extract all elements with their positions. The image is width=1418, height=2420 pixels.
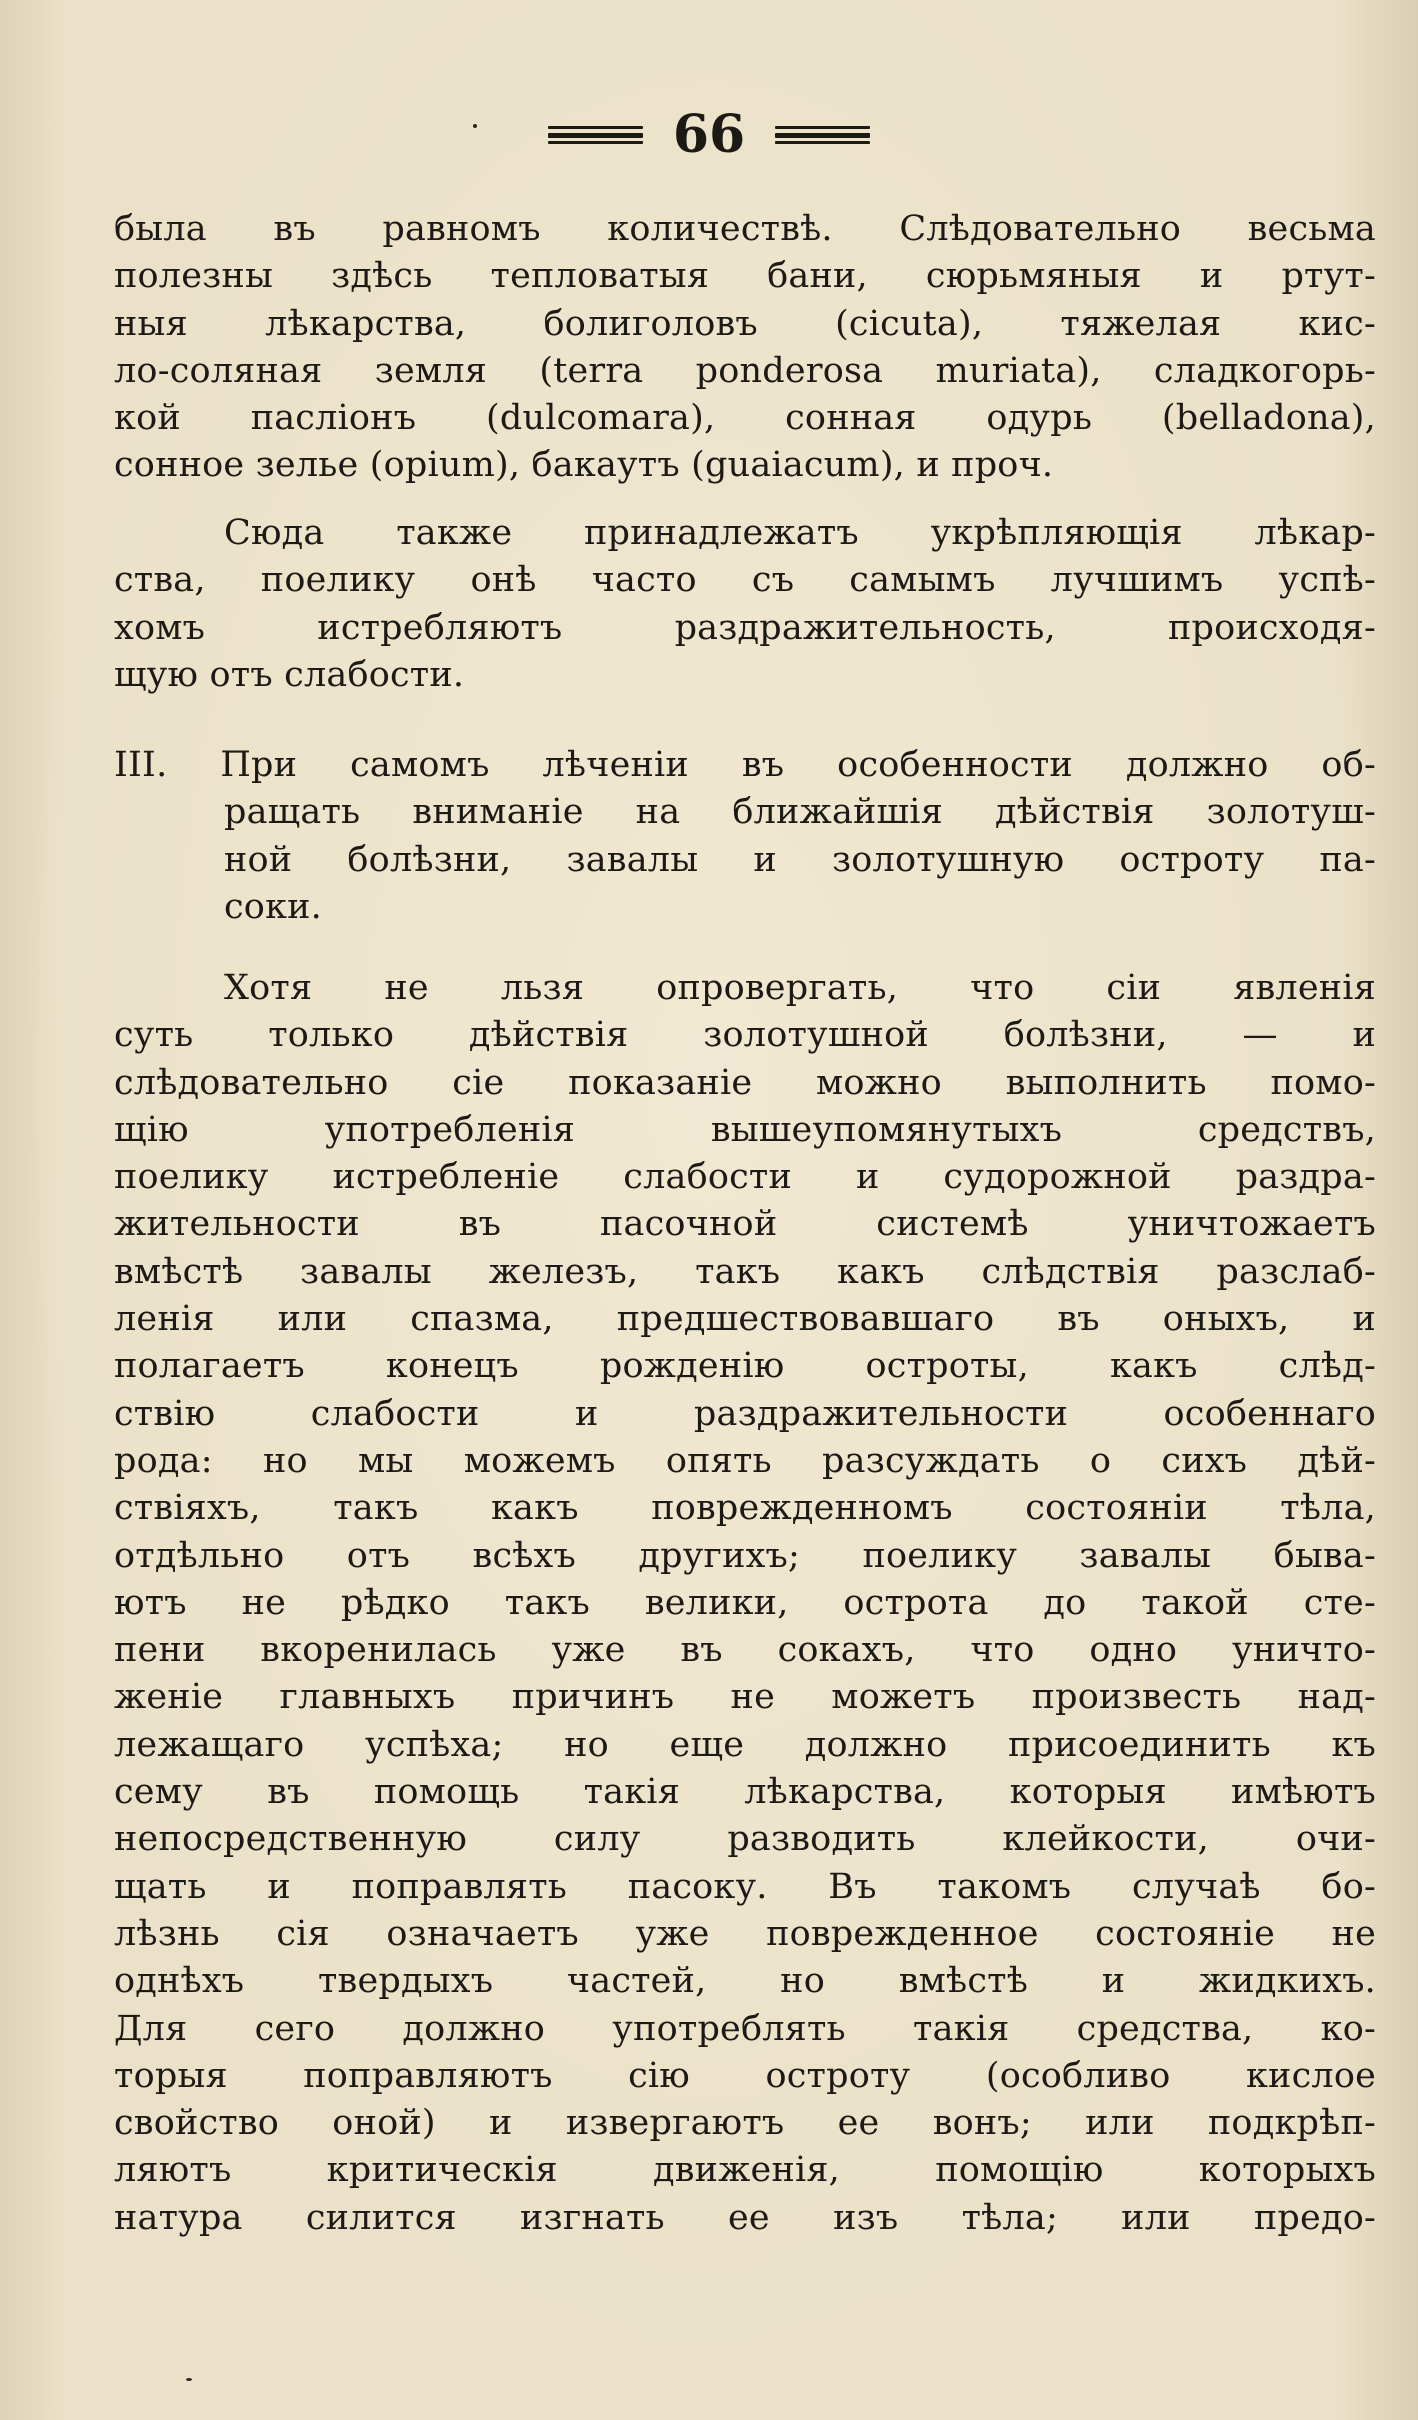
text-line: щать и поправлять пасоку. Въ такомъ случаѣ бо-	[114, 1866, 1376, 1907]
text-line: была въ равномъ количествѣ. Слѣдовательно весьма	[114, 209, 1376, 249]
text-line: лежащаго успѣха; но еще должно присоединить къ	[114, 1724, 1376, 1765]
text-line: отдѣльно отъ всѣхъ другихъ; поелику завалы быва-	[114, 1535, 1376, 1576]
text-line: III. При самомъ лѣченіи въ особенности должно об-	[114, 745, 1376, 785]
numbered-paragraph-iii	[114, 742, 1376, 931]
text-line: полезны здѣсь тепловатыя бани, сюрьмяныя и ртут-	[114, 256, 1376, 297]
left-ornamental-rule	[548, 126, 643, 144]
text-line: ютъ не рѣдко такъ велики, острота до такой сте-	[114, 1582, 1376, 1623]
text-line: слѣдовательно сіе показаніе можно выполнить помо-	[114, 1062, 1376, 1103]
text-line: суть только дѣйствія золотушной болѣзни, — и	[114, 1015, 1376, 1056]
text-line: пени вкоренилась уже въ сокахъ, что одно уничто-	[114, 1630, 1376, 1671]
text-line: непосредственную силу разводить клейкости, очи-	[114, 1819, 1376, 1860]
text-line: ныя лѣкарства, болиголовъ (cicuta), тяжелая кис-	[114, 303, 1376, 344]
text-line: ляютъ критическія движенія, помощію которыхъ	[114, 2150, 1376, 2191]
text-line: полагаетъ конецъ рожденію остроты, какъ слѣд-	[114, 1346, 1376, 1387]
text-line: ства, поелику онѣ часто съ самымъ лучшимъ успѣ-	[114, 560, 1376, 601]
ink-speck	[186, 2378, 192, 2381]
text-line: ствію слабости и раздражительности особеннаго	[114, 1393, 1376, 1434]
text-line: ращать вниманіе на ближайшія дѣйствія золотуш-	[224, 792, 1376, 833]
text-line: щую отъ слабости.	[114, 654, 465, 695]
text-line: свойство оной) и извергаютъ ее вонъ; или подкрѣп-	[114, 2103, 1376, 2144]
text-line: ствіяхъ, такъ какъ поврежденномъ состояніи тѣла,	[114, 1488, 1376, 1529]
page-number: 66	[672, 104, 746, 165]
ink-speck	[473, 124, 477, 128]
text-line: сонное зелье (opium), бакаутъ (guaiacum), и проч.	[114, 445, 1054, 486]
right-ornamental-rule	[775, 126, 870, 144]
text-line: Сюда также принадлежатъ укрѣпляющія лѣкар-	[224, 513, 1376, 553]
text-line: Для сего должно употреблять такія средства, ко-	[114, 2008, 1376, 2049]
text-line: Хотя не льзя опровергать, что сіи явленія	[224, 968, 1376, 1008]
text-line: соки.	[224, 886, 323, 927]
text-line: ной болѣзни, завалы и золотушную остроту па-	[224, 839, 1376, 880]
text-line: ло-соляная земля (terra ponderosa muriata), сладкогорь-	[114, 350, 1376, 391]
text-line: женіе главныхъ причинъ не можетъ произвесть над-	[114, 1677, 1376, 1718]
text-line: натура силится изгнать ее изъ тѣла; или предо-	[114, 2197, 1376, 2238]
text-line: торыя поправляютъ сію остроту (особливо кислое	[114, 2055, 1376, 2096]
text-line: ленія или спазма, предшествовавшаго въ оныхъ, и	[114, 1299, 1376, 1340]
paragraph-4	[114, 965, 1376, 2242]
paragraph-2	[114, 510, 1376, 699]
text-line: кой пасліонъ (dulcomara), сонная одурь (belladona),	[114, 398, 1376, 439]
text-line: хомъ истребляютъ раздражительность, происходя-	[114, 607, 1376, 648]
text-line: сему въ помощь такія лѣкарства, которыя имѣютъ	[114, 1772, 1376, 1813]
text-line: щію употребленія вышеупомянутыхъ средствъ,	[114, 1109, 1376, 1150]
text-line: однѣхъ твердыхъ частей, но вмѣстѣ и жидкихъ.	[114, 1961, 1376, 2002]
text-line: жительности въ пасочной системѣ уничтожаетъ	[114, 1204, 1376, 1245]
text-line: поелику истребленіе слабости и судорожной раздра-	[114, 1157, 1376, 1198]
paragraph-1	[114, 206, 1376, 490]
page-header	[0, 95, 1418, 175]
text-line: вмѣстѣ завалы железъ, такъ какъ слѣдствія разслаб-	[114, 1251, 1376, 1292]
text-line: рода: но мы можемъ опять разсуждать о сихъ дѣй-	[114, 1440, 1376, 1481]
text-line: лѣзнь сія означаетъ уже поврежденное состояніе не	[114, 1913, 1376, 1954]
